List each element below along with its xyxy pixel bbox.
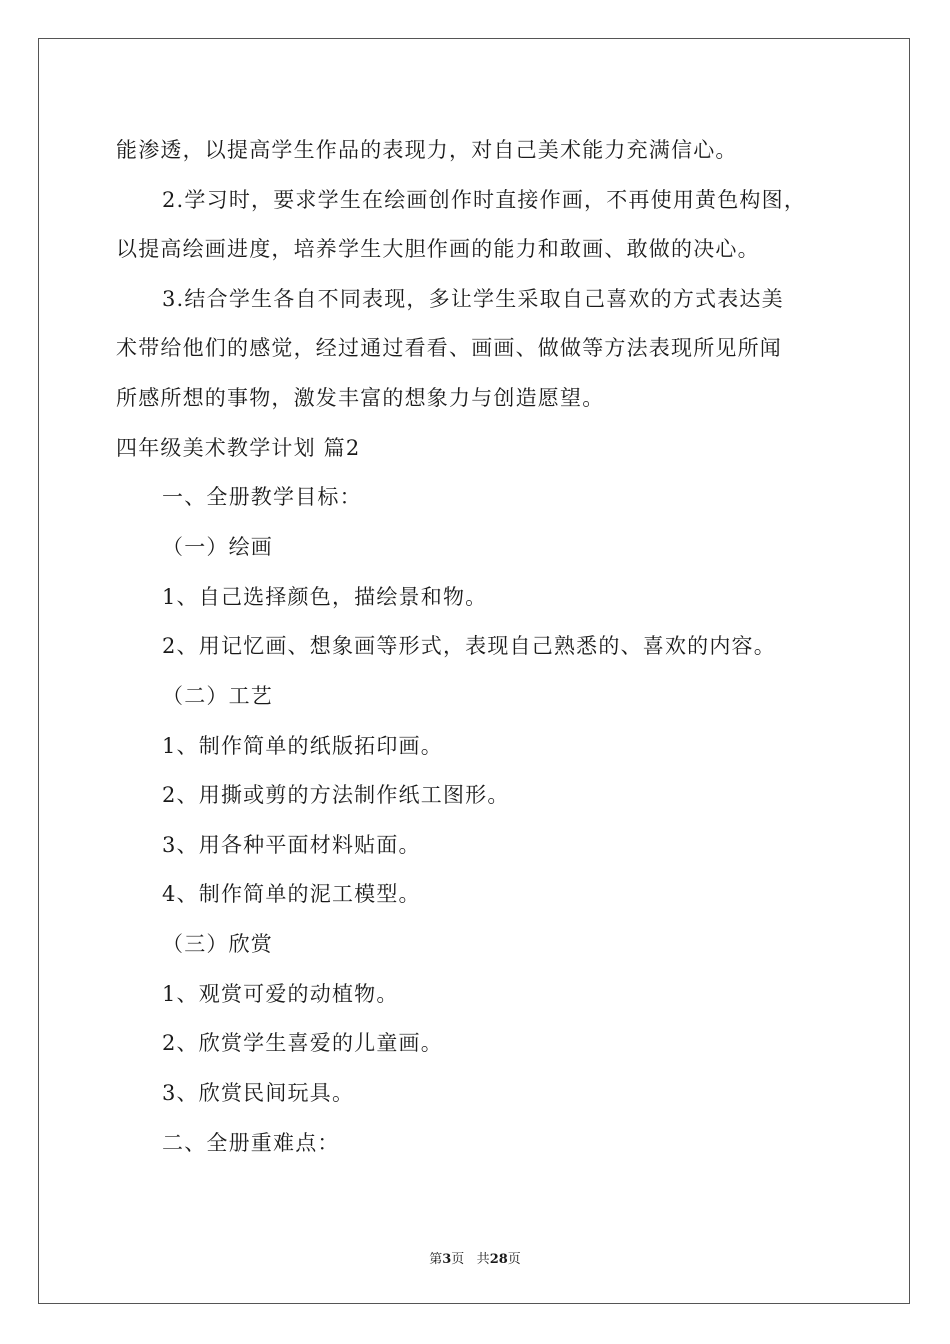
list-item: 2、欣赏学生喜爱的儿童画。 xyxy=(162,1031,443,1055)
list-heading-goals: 一、全册教学目标： xyxy=(162,485,362,509)
subheading-craft: （二）工艺 xyxy=(162,684,273,708)
paragraph-line-2: 2.学习时，要求学生在绘画创作时直接作画，不再使用黄色构图， xyxy=(162,188,807,212)
total-pages: 28 xyxy=(489,1252,508,1267)
subheading-appreciation: （三）欣赏 xyxy=(162,932,273,956)
page-prefix: 第 xyxy=(429,1252,443,1267)
list-item: 3、欣赏民间玩具。 xyxy=(162,1081,355,1105)
list-item: 4、制作简单的泥工模型。 xyxy=(162,882,421,906)
paragraph-line-4: 3.结合学生各自不同表现，多让学生采取自己喜欢的方式表达美 xyxy=(162,287,784,311)
page-footer xyxy=(0,1248,950,1267)
paragraph-line-5: 术带给他们的感觉，经过通过看看、画画、做做等方法表现所见所闻 xyxy=(116,336,782,360)
subheading-painting: （一）绘画 xyxy=(162,535,273,559)
total-suffix: 页 xyxy=(507,1252,521,1267)
paragraph-line-6: 所感所想的事物，激发丰富的想象力与创造愿望。 xyxy=(116,386,605,410)
list-item: 1、制作简单的纸版拓印画。 xyxy=(162,734,443,758)
paragraph-line-3: 以提高绘画进度，培养学生大胆作画的能力和敢画、敢做的决心。 xyxy=(116,237,760,261)
list-heading-key-points: 二、全册重难点： xyxy=(162,1131,340,1155)
list-item: 1、观赏可爱的动植物。 xyxy=(162,982,399,1006)
page-suffix: 页 xyxy=(451,1252,465,1267)
list-item: 2、用记忆画、想象画等形式，表现自己熟悉的、喜欢的内容。 xyxy=(162,634,776,658)
page-number: 3 xyxy=(442,1252,452,1267)
list-item: 2、用撕或剪的方法制作纸工图形。 xyxy=(162,783,510,807)
list-item: 3、用各种平面材料贴面。 xyxy=(162,833,421,857)
paragraph-line-1: 能渗透，以提高学生作品的表现力，对自己美术能力充满信心。 xyxy=(116,138,738,162)
list-item: 1、自己选择颜色，描绘景和物。 xyxy=(162,585,488,609)
page-border xyxy=(38,38,910,1304)
section-heading: 四年级美术教学计划 篇2 xyxy=(116,436,361,460)
total-prefix: 共 xyxy=(476,1252,490,1267)
